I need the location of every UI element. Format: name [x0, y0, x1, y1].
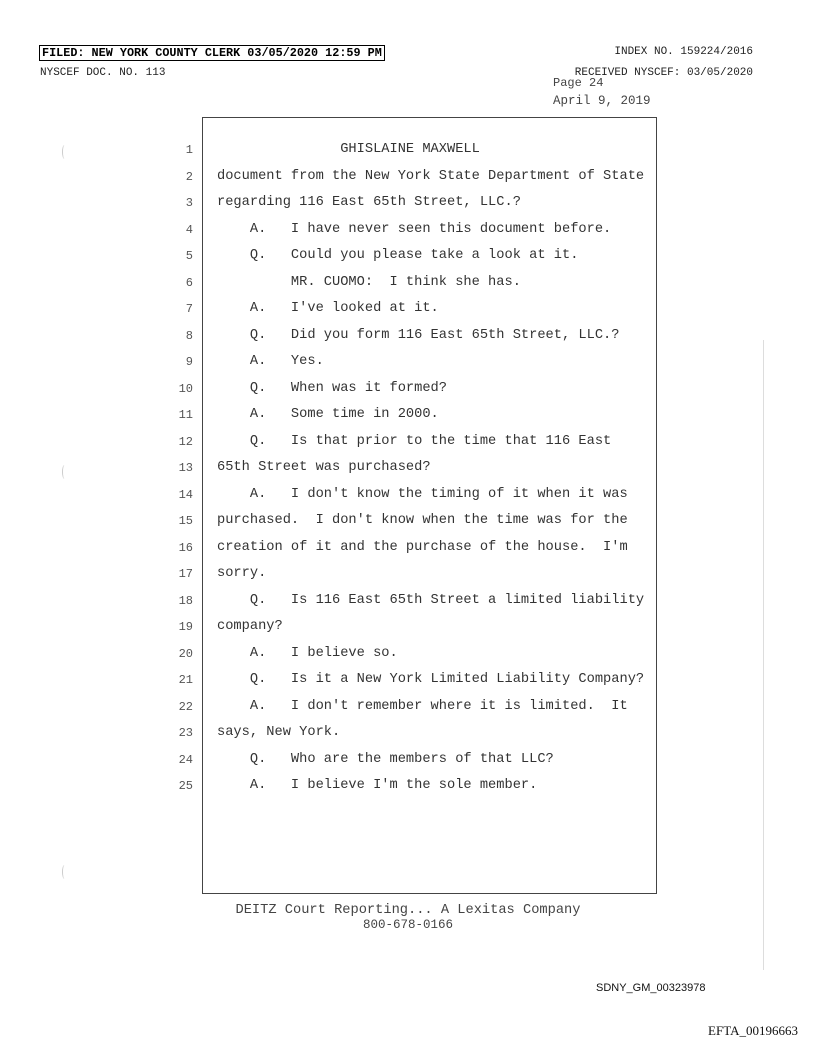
line-number: 23 [178, 726, 193, 740]
transcript-line: 65th Street was purchased? [217, 460, 431, 475]
line-number: 20 [178, 646, 193, 661]
transcript-line: A. I have never seen this document before. [217, 221, 612, 237]
transcript-line: regarding 116 East 65th Street, LLC.? [217, 195, 521, 210]
line-number: 7 [185, 302, 193, 316]
line-number: 14 [178, 487, 193, 502]
line-number: 17 [178, 567, 193, 581]
transcript-line: A. Yes. [217, 354, 324, 369]
transcript-line: Q. Could you please take a look at it. [217, 248, 579, 263]
line-number: 3 [185, 196, 193, 210]
line-number: 9 [185, 355, 193, 369]
line-number: 10 [178, 381, 193, 396]
transcript-line: company? [217, 619, 283, 634]
transcript-line: Q. Is it a New York Limited Liability Company? [217, 672, 645, 687]
line-number: 4 [185, 222, 193, 237]
line-number: 12 [178, 434, 193, 449]
line-number: 8 [185, 328, 193, 343]
reporter-company: DEITZ Court Reporting... A Lexitas Company [235, 903, 581, 918]
line-number: 18 [178, 593, 193, 608]
transcript-line: A. I've looked at it. [217, 301, 439, 316]
scan-line [763, 340, 764, 970]
bates-number: SDNY_GM_00323978 [596, 982, 706, 994]
line-number: 13 [178, 461, 193, 475]
transcript-line: creation of it and the purchase of the house. I'm [217, 539, 628, 555]
transcript-line: says, New York. [217, 725, 341, 740]
transcript-line: Q. When was it formed? [217, 380, 447, 396]
scan-mark [62, 865, 67, 879]
transcript-line: sorry. [217, 566, 267, 581]
line-number: 2 [185, 169, 193, 184]
line-number: 25 [178, 779, 193, 793]
transcript-line: GHISLAINE MAXWELL [217, 142, 480, 157]
scan-mark [62, 465, 67, 479]
line-number: 5 [185, 249, 193, 263]
received-date: RECEIVED NYSCEF: 03/05/2020 [574, 67, 753, 79]
reporter-phone: 800-678-0166 [362, 918, 453, 932]
line-number: 11 [178, 408, 193, 422]
line-number: 16 [178, 540, 193, 555]
transcript-line: A. Some time in 2000. [217, 407, 439, 422]
transcript-line: Q. Is that prior to the time that 116 East [217, 433, 612, 449]
transcript-line: A. I don't know the timing of it when it was [217, 486, 628, 502]
line-number: 15 [178, 514, 193, 528]
line-number: 21 [178, 673, 193, 687]
transcript-line: Q. Did you form 116 East 65th Street, LLC.? [217, 327, 620, 343]
index-number: INDEX NO. 159224/2016 [614, 46, 753, 58]
transcript-line: purchased. I don't know when the time was for the [217, 513, 628, 528]
transcript-line: A. I don't remember where it is limited. It [217, 698, 628, 714]
line-number: 1 [185, 143, 193, 157]
transcript-line: A. I believe so. [217, 645, 398, 661]
efta-number: EFTA_00196663 [708, 1023, 798, 1038]
page-number: Page 24 [553, 76, 604, 90]
line-number: 24 [178, 752, 193, 767]
transcript-line: MR. CUOMO: I think she has. [217, 274, 521, 290]
line-number: 19 [178, 620, 193, 634]
line-number: 22 [178, 699, 193, 714]
line-number: 6 [185, 275, 193, 290]
scan-mark [62, 145, 67, 159]
transcript-date: April 9, 2019 [553, 94, 651, 108]
transcript-line: Q. Who are the members of that LLC? [217, 751, 554, 767]
transcript-line: document from the New York State Department of State [217, 168, 645, 184]
transcript-line: Q. Is 116 East 65th Street a limited liability [217, 592, 645, 608]
doc-number: NYSCEF DOC. NO. 113 [40, 67, 166, 79]
transcript-line: A. I believe I'm the sole member. [217, 778, 538, 793]
filed-stamp: FILED: NEW YORK COUNTY CLERK 03/05/2020 12:59 PM [39, 45, 385, 61]
